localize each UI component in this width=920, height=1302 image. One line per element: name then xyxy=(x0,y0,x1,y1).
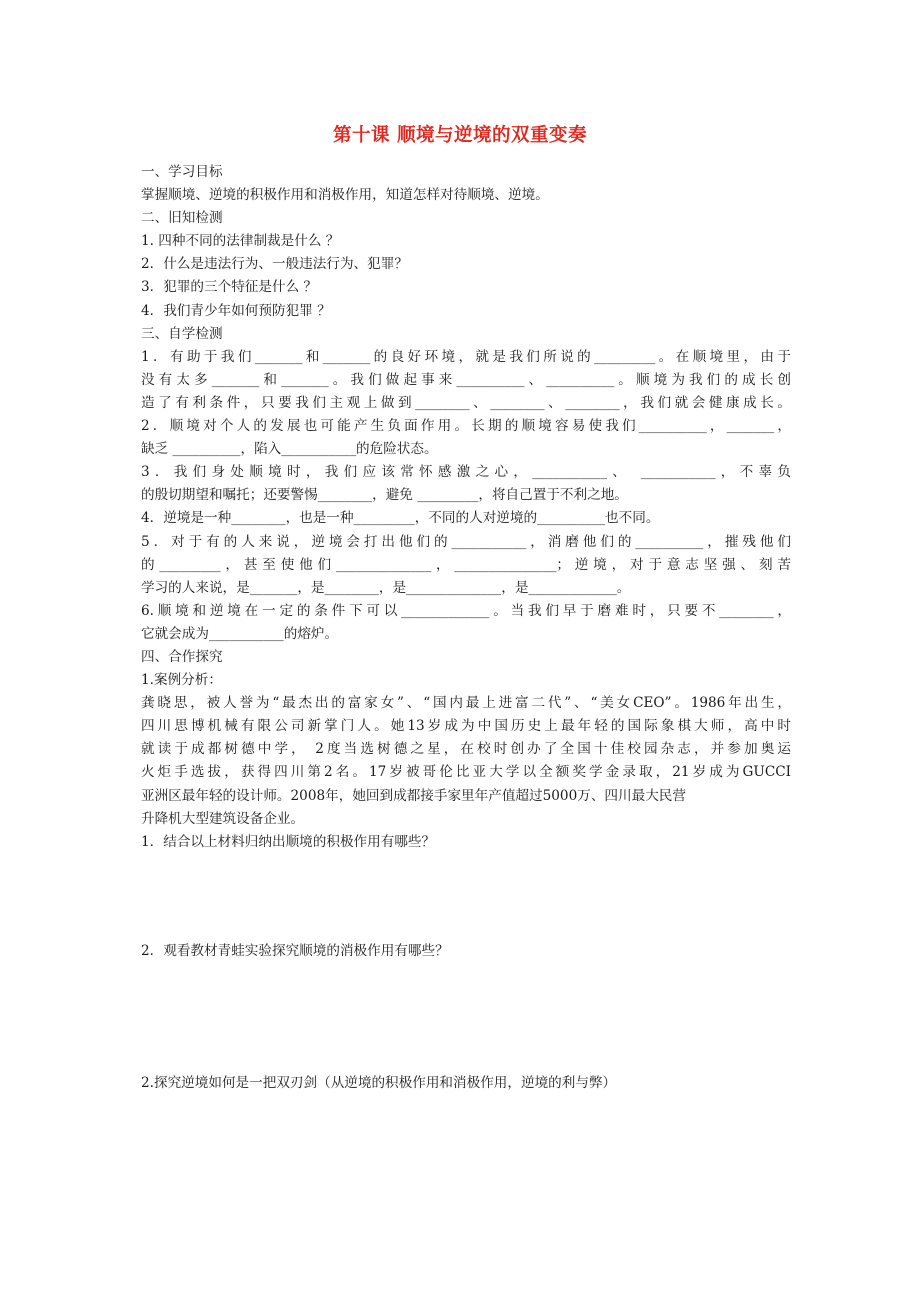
question-line: 2．什么是违法行为、一般违法行为、犯罪？ xyxy=(141,256,408,273)
page-title: 第十课 顺境与逆境的双重变奏 xyxy=(333,125,587,146)
subheading: 1.案例分析： xyxy=(141,672,222,689)
fill-blank-line: 2．顺境对个人的发展也可能产生负面作用。长期的顺境容易使我们__________，_______， xyxy=(141,418,791,435)
fill-blank-line: 学习的人来说，是_______，是________，是______________，是_____________。 xyxy=(141,579,631,596)
case-text-line: 升降机大型建筑设备企业。 xyxy=(141,810,305,827)
fill-blank-line: 没有太多_______和_______。我们做起事来__________、__________。顺境为我们的成长创 xyxy=(141,371,791,388)
text-line: 掌握顺境、逆境的积极作用和消极作用，知道怎样对待顺境、逆境。 xyxy=(141,187,549,204)
question-line: 3．犯罪的三个特征是什么 ？ xyxy=(141,279,318,296)
fill-blank-line: 缺乏 __________，陷入___________的危险状态。 xyxy=(141,441,438,458)
case-text-line: 龚晓思，被人誉为“最杰出的富家女”、“国内最上进富二代”、“美女CEO”。1986年出生， xyxy=(141,695,791,712)
fill-blank-line: 6.顺境和逆境在一定的条件下可以_____________。当我们早于磨难时，只要不________， xyxy=(141,602,791,619)
question-line: 4．我们青少年如何预防犯罪 ？ xyxy=(141,302,331,319)
section-heading: 二、旧知检测 xyxy=(141,210,223,227)
case-text-line: 亚洲区最年轻的设计师。2008年，她回到成都接手家里年产值超过5000万、四川最大民营 xyxy=(141,787,686,804)
answer-space xyxy=(141,854,791,940)
answer-space xyxy=(141,963,791,1072)
fill-blank-line: 3．我们身处顺境时，我们应该常怀感激之心，___________、 ___________，不辜负 xyxy=(141,464,791,481)
worksheet-body xyxy=(141,161,791,1095)
case-text-line: 四川思博机械有限公司新掌门人。她13岁成为中国历史上最年轻的国际象棋大师，高中时 xyxy=(141,718,791,735)
case-text-line: 就读于成都树德中学， 2度当选树德之星，在校时创办了全国十佳校园杂志，并参加奥运 xyxy=(141,741,791,758)
question-line: 2．观看教材青蛙实验探究顺境的消极作用有哪些？ xyxy=(141,942,449,959)
section-heading: 三、自学检测 xyxy=(141,325,223,342)
fill-blank-line: 造了有利条件，只要我们主观上做到________、________、________，我们就会健康成长。 xyxy=(141,394,791,411)
section-heading: 四、合作探究 xyxy=(141,648,223,665)
question-line: 1. 四种不同的法律制裁是什么 ？ xyxy=(141,233,340,250)
case-text-line: 火炬手选拔，获得四川第2名。17岁被哥伦比亚大学以全额奖学金录取，21岁成为GUCCI xyxy=(141,764,791,781)
fill-blank-line: 的殷切期望和嘱托；还要警惕________，避免 _________，将自己置于不利之地。 xyxy=(141,487,628,504)
fill-blank-line: 1．有助于我们_______和_______的良好环境，就是我们所说的_________。在顺境里，由于 xyxy=(141,348,791,365)
fill-blank-line: 的_________，甚至使他们______________，_______________；逆境，对于意志坚强、刻苦 xyxy=(141,556,791,573)
question-line: 1．结合以上材料归纳出顺境的积极作用有哪些？ xyxy=(141,833,436,850)
fill-blank-line: 5．对于有的人来说，逆境会打出他们的___________，消磨他们的__________，摧残他们 xyxy=(141,533,791,550)
question-line: 2.探究逆境如何是一把双刃剑（从逆境的积极作用和消极作用，逆境的利与弊） xyxy=(141,1074,617,1091)
section-heading: 一、学习目标 xyxy=(141,164,223,180)
fill-blank-line: 它就会成为___________的熔炉。 xyxy=(141,625,339,642)
fill-blank-line: 4．逆境是一种________，也是一种_________，不同的人对逆境的__________也不同。 xyxy=(141,510,660,527)
